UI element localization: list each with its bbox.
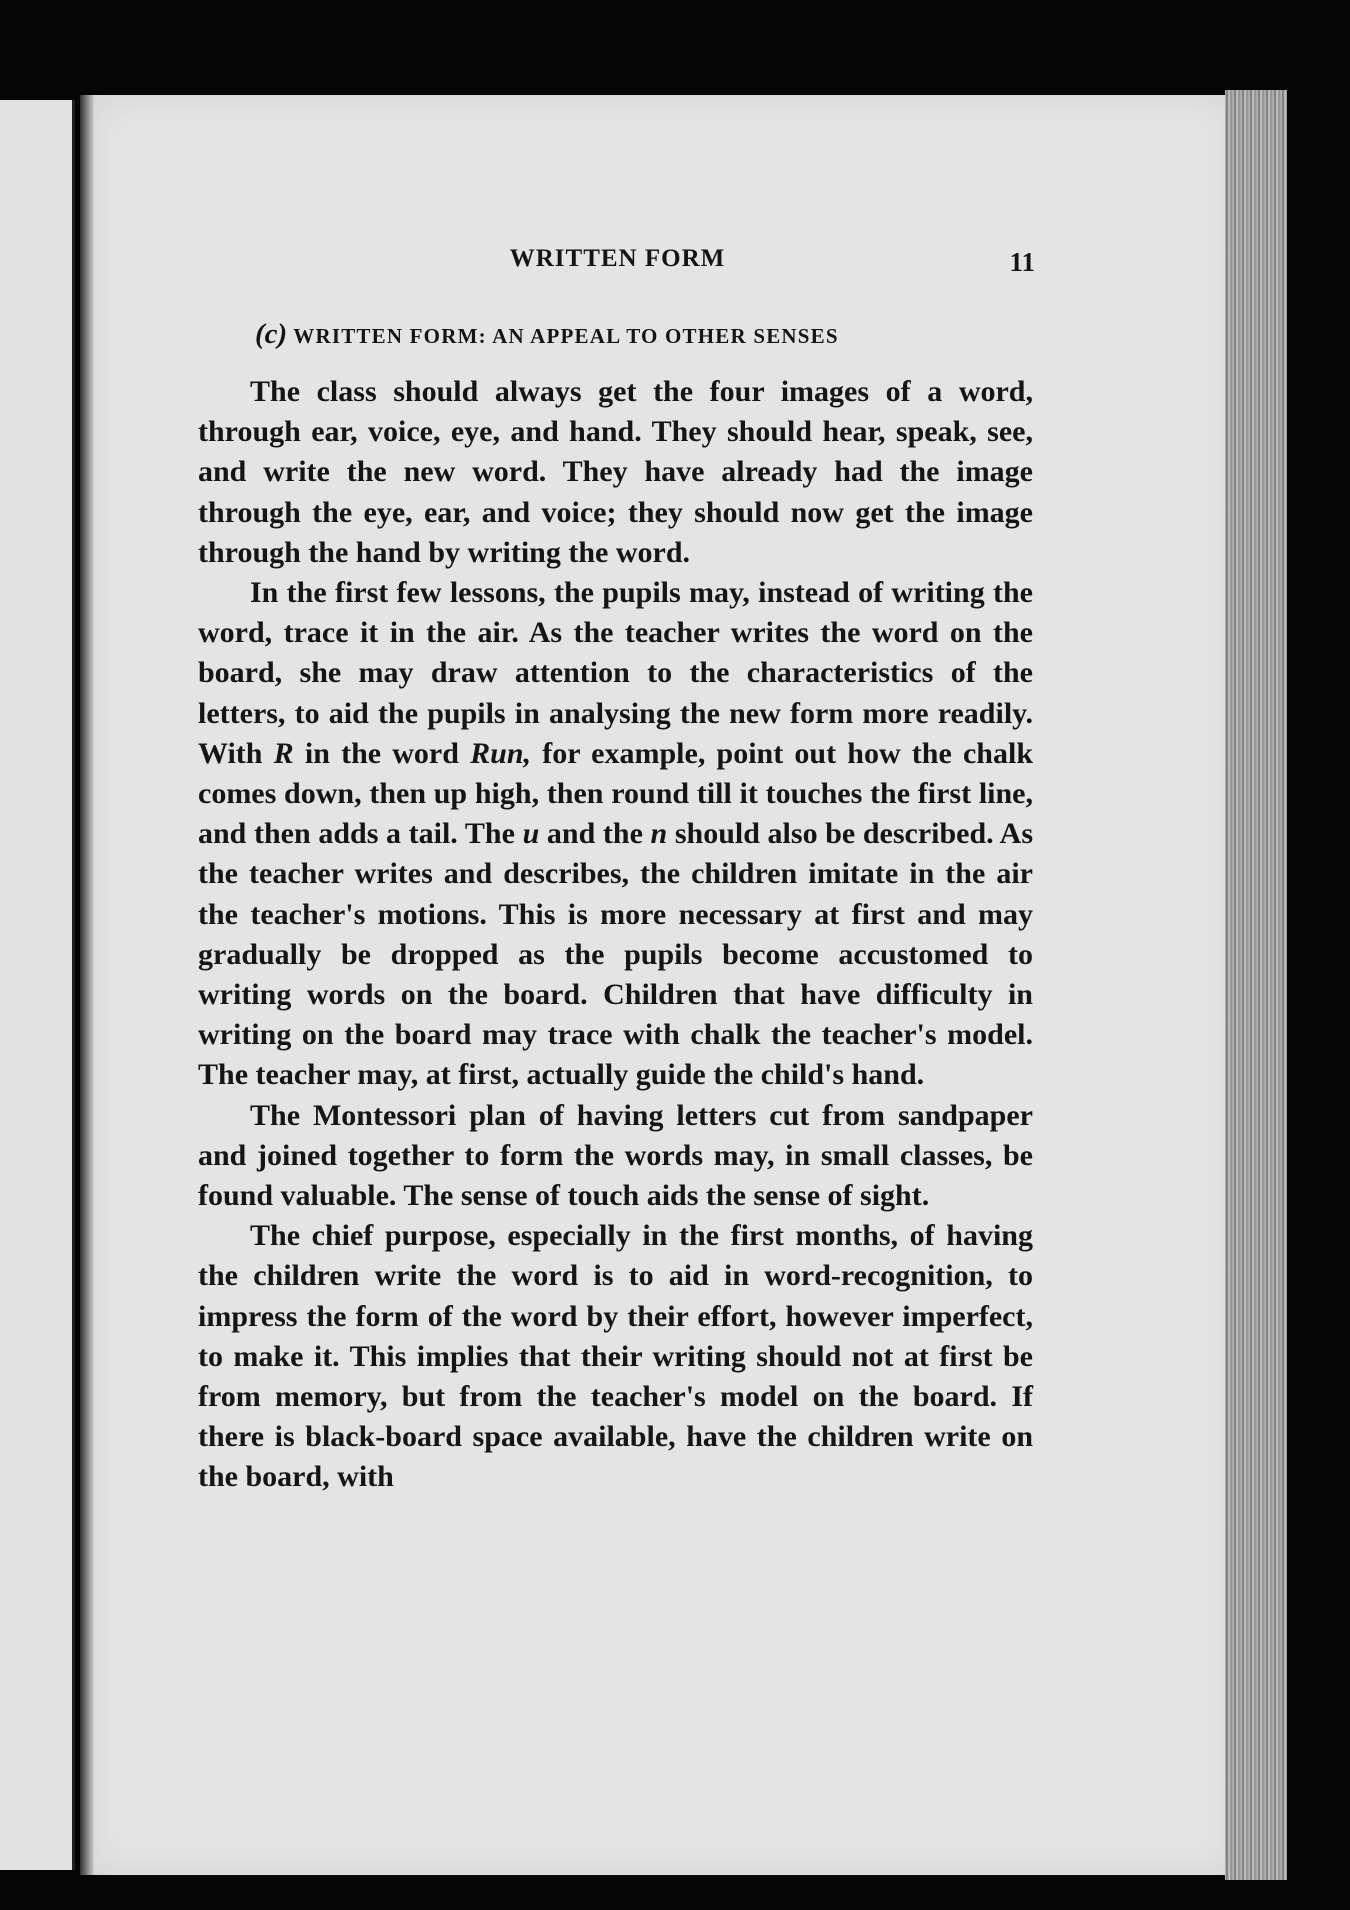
running-head-title: WRITTEN FORM [509,245,726,272]
page-number: 11 [1009,247,1035,277]
section-label: (c) [255,318,288,350]
paragraph-2-text-d: and the [539,817,651,851]
section-heading [255,318,1015,351]
paragraph-2 [198,573,1033,1096]
paragraph-1: The class should always get the four images of a word, through ear, voice, eye, and hand. They should hear, speak, see, and write the new word. They have already had the image through the eye, ear, and voice; they should now get the image through the hand by writing the word. [198,375,1033,569]
running-head [200,245,1035,285]
section-title: WRITTEN FORM: AN APPEAL TO OTHER SENSES [293,324,839,348]
italic-letter-r: R [273,736,294,770]
paragraph-3: The Montessori plan of having letters cut from sandpaper and joined together to form the words may, in small classes, be found valuable. The sense of touch aids the sense of sight. [198,1098,1033,1213]
body-text [198,372,1033,1498]
paragraph-2-text-b: in the word [293,736,471,770]
italic-word-run: Run, [470,736,532,770]
italic-letter-n: n [650,817,668,851]
binding-shadow [80,95,94,1875]
italic-letter-u: u [522,817,540,851]
paragraph-2-text-e: should also be described. As the teacher writes and describes, the children imitate in the air the teacher's motions. This is more necessary at first and may gradually be dropped as the pupils become accustomed to writing words on the board. Children that have difficulty in writing on the board may trace with chalk the teacher's model. The teacher may, at first, actually guide the child's hand. [198,817,1033,1092]
paragraph-2-text-a: In the first few lessons, the pupils may, instead of writing the word, trace it in the air. As the teacher writes the word on the board, she may draw attention to the characteristics of the letters, to aid the pupils in analysing the new form more readily. With [198,576,1033,770]
facing-page-edge [0,100,75,1870]
paragraph-4: The chief purpose, especially in the first months, of having the children write the word is to aid in word-recognition, to impress the form of the word by their effort, however imperfect, to make it. This implies that their writing should not at first be from memory, but from the teacher's model on the board. If there is black-board space available, have the children write on the board, with [198,1219,1033,1494]
page-stack-edge [1225,90,1287,1880]
paragraph-2-text-c: for example, point out how the chalk comes down, then up high, then round till it touches the first line, and then adds a tail. The [198,736,1034,851]
